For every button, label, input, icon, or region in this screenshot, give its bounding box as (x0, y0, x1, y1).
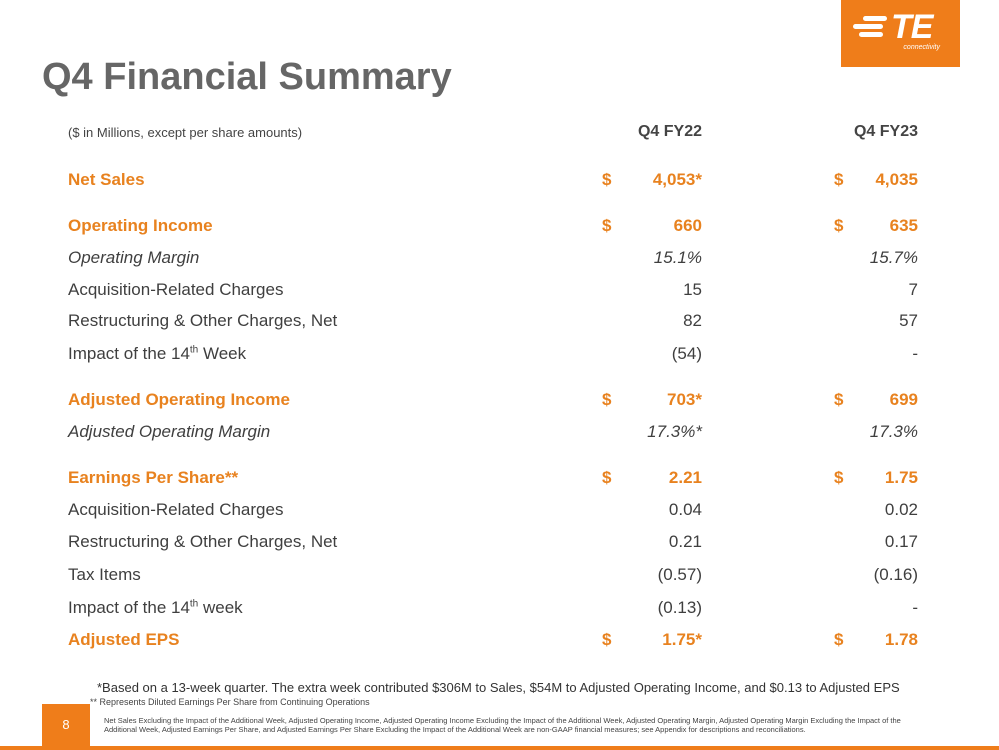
logo-brand-text: TE (891, 8, 933, 46)
table-row-eps-impact-14th-week (0, 598, 999, 624)
value-q4-fy23: 0.17 (884, 532, 918, 551)
value-q4-fy22: 703* (667, 390, 702, 409)
value-q4-fy22: (0.13) (657, 598, 702, 617)
currency-symbol: $ (834, 390, 844, 409)
value-q4-fy22: 15.1% (653, 248, 702, 267)
table-row-operating-income (0, 216, 999, 242)
value-q4-fy22: 0.04 (668, 500, 702, 519)
table-row-adjusted-operating-margin (0, 422, 999, 448)
row-label: Acquisition-Related Charges (68, 280, 284, 299)
table-row-restructuring-charges (0, 311, 999, 337)
page-title: Q4 Financial Summary (42, 56, 452, 98)
value-q4-fy23: 1.78 (884, 630, 918, 649)
value-q4-fy23: 699 (889, 390, 918, 409)
value-q4-fy23: 0.02 (884, 500, 918, 519)
value-q4-fy22: 660 (673, 216, 702, 235)
row-label-text: Impact of the 14 (68, 598, 190, 617)
table-row-adjusted-operating-income (0, 390, 999, 416)
table-row-impact-14th-week (0, 344, 999, 370)
logo-tagline: connectivity (903, 44, 940, 51)
table-row-net-sales (0, 170, 999, 196)
value-q4-fy23: - (912, 598, 918, 617)
value-q4-fy23: - (912, 344, 918, 363)
value-q4-fy23: 1.75 (884, 468, 918, 487)
value-q4-fy23: (0.16) (873, 565, 918, 584)
ordinal-suffix: th (189, 344, 199, 356)
currency-symbol: $ (834, 170, 844, 189)
row-label-text: Week (198, 344, 247, 363)
footnote-diluted-eps: ** Represents Diluted Earnings Per Share from Continuing Operations (90, 697, 370, 707)
row-label-text: week (198, 598, 243, 617)
row-label: Acquisition-Related Charges (68, 500, 284, 519)
footnote-13-week-quarter: *Based on a 13-week quarter. The extra week contributed $306M to Sales, $54M to Adjusted Operating Income, and $0.13 to Adjusted EPS (97, 680, 900, 695)
value-q4-fy23: 635 (889, 216, 918, 235)
column-header-q4-fy23: Q4 FY23 (853, 123, 918, 140)
currency-symbol: $ (602, 170, 612, 189)
te-connectivity-logo (841, 0, 960, 67)
te-logo-mark-icon (853, 14, 889, 40)
ordinal-suffix: th (189, 598, 199, 610)
value-q4-fy23: 57 (899, 311, 918, 330)
value-q4-fy23: 15.7% (869, 248, 918, 267)
value-q4-fy22: 15 (683, 280, 702, 299)
currency-symbol: $ (834, 216, 844, 235)
row-label: Operating Margin (68, 248, 200, 267)
value-q4-fy22: (0.57) (657, 565, 702, 584)
table-row-earnings-per-share (0, 468, 999, 494)
value-q4-fy22: 4,053* (652, 170, 702, 189)
table-row-eps-acquisition-charges (0, 500, 999, 526)
row-label (68, 344, 246, 364)
value-q4-fy22: (54) (671, 344, 702, 363)
table-units-note: ($ in Millions, except per share amounts) (68, 125, 303, 140)
value-q4-fy22: 17.3%* (647, 422, 702, 441)
bottom-accent-bar (0, 746, 999, 750)
value-q4-fy22: 1.75* (662, 630, 702, 649)
row-label (68, 598, 243, 618)
table-row-acquisition-charges (0, 280, 999, 306)
value-q4-fy22: 0.21 (668, 532, 702, 551)
column-header-q4-fy22: Q4 FY22 (637, 123, 702, 140)
row-label: Net Sales (68, 170, 145, 189)
currency-symbol: $ (834, 630, 844, 649)
row-label-text: Impact of the 14 (68, 344, 190, 363)
table-row-tax-items (0, 565, 999, 591)
value-q4-fy23: 7 (908, 280, 918, 299)
currency-symbol: $ (602, 468, 612, 487)
value-q4-fy22: 2.21 (668, 468, 702, 487)
currency-symbol: $ (834, 468, 844, 487)
table-row-operating-margin (0, 248, 999, 274)
row-label: Restructuring & Other Charges, Net (68, 532, 338, 551)
page-number: 8 (42, 704, 90, 746)
row-label: Earnings Per Share** (68, 468, 239, 487)
table-row-eps-restructuring-charges (0, 532, 999, 558)
value-q4-fy23: 4,035 (875, 170, 918, 189)
row-label: Tax Items (68, 565, 141, 584)
value-q4-fy23: 17.3% (869, 422, 918, 441)
footnote-non-gaap: Net Sales Excluding the Impact of the Additional Week, Adjusted Operating Income, Adjusted Operating Income Excluding the Impact of the Additional Week, Adjusted Operating Margin, Adjusted Operating Margin Excluding the Impact of the Additional Week, Adjusted Earnings Per Share, and Adjusted Earnings Per Share Excluding the Impact of the Additional Week are non-GAAP financial measures; see Appendix for descriptions and reconciliations. (104, 716, 901, 734)
value-q4-fy22: 82 (683, 311, 702, 330)
row-label: Adjusted Operating Margin (68, 422, 271, 441)
currency-symbol: $ (602, 630, 612, 649)
currency-symbol: $ (602, 390, 612, 409)
currency-symbol: $ (602, 216, 612, 235)
row-label: Adjusted Operating Income (68, 390, 290, 409)
row-label: Adjusted EPS (68, 630, 180, 649)
row-label: Operating Income (68, 216, 213, 235)
row-label: Restructuring & Other Charges, Net (68, 311, 338, 330)
table-row-adjusted-eps (0, 630, 999, 656)
